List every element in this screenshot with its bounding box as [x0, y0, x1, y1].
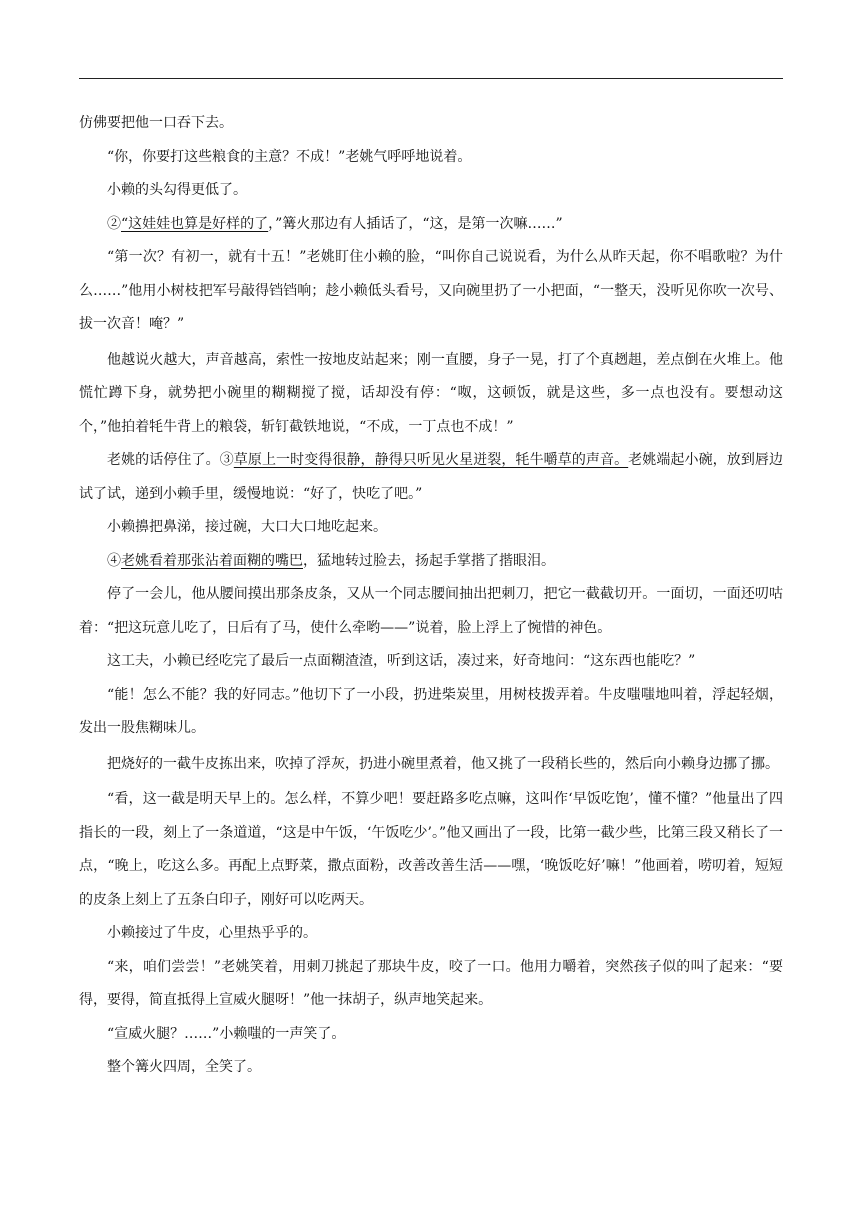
paragraph	[79, 107, 783, 141]
underlined-sentence: 草原上一时变得很静，静得只听见火星迸裂，牦牛嚼草的声音。	[233, 452, 629, 468]
paragraph-text: 整个篝火四周，全笑了。	[107, 1059, 261, 1075]
paragraph	[79, 679, 783, 746]
paragraph-text: “你，你要打这些粮食的主意？不成！”老姚气呼呼地说着。	[107, 148, 472, 165]
header-rule	[79, 78, 783, 79]
paragraph-text: 这工夫，小赖已经吃完了最后一点面糊渣渣，听到这话，凑过来，好奇地问：“这东西也能吃？”	[107, 653, 696, 669]
story-text	[79, 107, 783, 1085]
underlined-sentence: 老姚看着那张沾着面糊的嘴巴	[121, 552, 303, 569]
paragraph	[79, 344, 783, 445]
annotation-marker: ④	[107, 552, 121, 569]
paragraph-text: “来，咱们尝尝！”老姚笑着，用刺刀挑起了那块牛皮，咬了一口。他用力嚼着，突然孩子似的叫了起来：“要得，要得，简直抵得上宣威火腿呀！”他一抹胡子，纵声地笑起来。	[79, 958, 783, 1008]
paragraph	[79, 241, 783, 342]
annotation-marker: ②	[107, 215, 121, 232]
paragraph	[79, 917, 783, 951]
paragraph	[79, 511, 783, 545]
paragraph	[79, 748, 783, 782]
paragraph	[79, 645, 783, 679]
paragraph-text: 把烧好的一截牛皮拣出来，吹掉了浮灰，扔进小碗里煮着，他又挑了一段稍长些的，然后向小赖身边挪了挪。	[107, 755, 779, 772]
paragraph-text: 小赖擤把鼻涕，接过碗，大口大口地吃起来。	[107, 519, 387, 535]
underlined-sentence: “这娃娃也算是好样的了	[121, 215, 269, 232]
paragraph	[79, 1051, 783, 1085]
paragraph-text: “看，这一截是明天早上的。怎么样，不算少吧！要赶路多吃点嘛，这叫作‘早饭吃饱’，懂不懂？”他量出了四指长的一段，刻上了一条道道，“这是中午饭，‘午饭吃少’。”他又画出了一段，比第一截少些，比第三段又稍长了一点，“晚上，吃这么多。再配上点野菜，撒点面粉，改善改善生活——嘿，‘晚饭吃好’嘛！”他画着，唠叨着，短短的皮条上刻上了五条白印子，刚好可以吃两天。	[79, 791, 783, 908]
paragraph-text: ，猛地转过脸去，扬起手掌揩了揩眼泪。	[303, 552, 555, 569]
paragraph	[79, 174, 783, 208]
paragraph-text: “宣威火腿？……”小赖嗤的一声笑了。	[107, 1025, 346, 1042]
paragraph-text: 小赖的头勾得更低了。	[107, 182, 247, 198]
paragraph	[79, 783, 783, 917]
paragraph-text: 老姚端起小碗，放到唇边试了试，递到小赖手里，缓慢地说：“好了，快吃了吧。”	[79, 452, 784, 502]
paragraph-text: 小赖接过了牛皮，心里热乎乎的。	[107, 925, 317, 941]
paragraph	[79, 141, 783, 175]
annotation-marker: ③	[219, 452, 234, 468]
paragraph	[79, 1018, 783, 1052]
paragraph-text: ，”篝火那边有人插话了，“这，是第一次嘛……”	[268, 215, 563, 232]
paragraph	[79, 578, 783, 645]
paragraph-text: 停了一会儿，他从腰间摸出那条皮条，又从一个同志腰间抽出把刺刀，把它一截截切开。一面切，一面还叨咕着：“把这玩意儿吃了，日后有了马，使什么牵哟——”说着，脸上浮上了惋惜的神色。	[79, 586, 783, 636]
paragraph-text: “能！怎么不能？我的好同志。”他切下了一小段，扔进柴炭里，用树枝拨弄着。牛皮嗤嗤地叫着，浮起轻烟，发出一股焦糊味儿。	[79, 686, 783, 736]
paragraph	[79, 545, 783, 579]
paragraph-text: 他越说火越大，声音越高，索性一按地皮站起来；刚一直腰，身子一晃，打了个真趔趄，差点倒在火堆上。他慌忙蹲下身，就势把小碗里的糊糊搅了搅，话却没有停：“呶，这顿饭，就是这些，多一点也没有。要想动这个，”他拍着牦牛背上的粮袋，斩钉截铁地说，“不成，一丁点也不成！”	[79, 351, 783, 435]
paragraph-text: “第一次？有初一，就有十五！”老姚盯住小赖的脸，“叫你自己说说看，为什么从昨天起，你不唱歌啦？为什么……”他用小树枝把军号敲得铛铛响；趁小赖低头看号，又向碗里扔了一小把面，“一整天，没听见你吹一次号、拔一次音！唵？”	[79, 249, 783, 332]
paragraph	[79, 951, 783, 1018]
paragraph	[79, 444, 783, 511]
paragraph-text: 仿佛要把他一口吞下去。	[79, 115, 233, 131]
paragraph	[79, 208, 783, 242]
paragraph-text: 老姚的话停住了。	[107, 452, 220, 468]
